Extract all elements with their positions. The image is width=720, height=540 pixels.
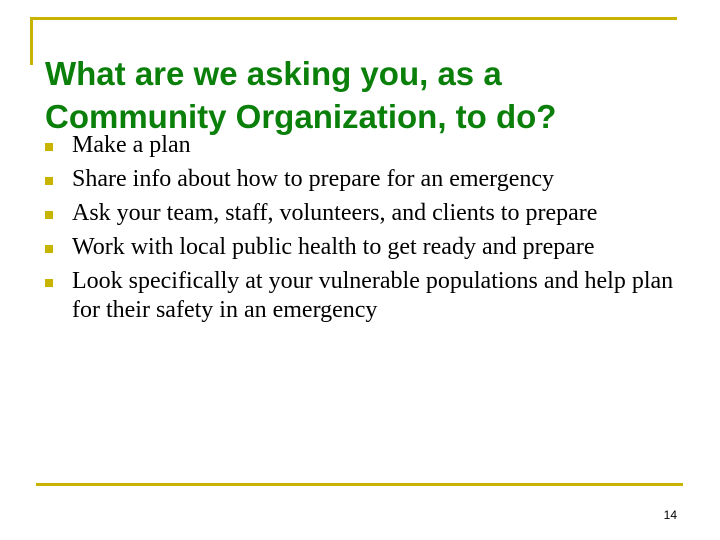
page-number: 14 bbox=[663, 508, 677, 522]
bullet-text: Work with local public health to get ready and prepare bbox=[72, 234, 595, 260]
bullet-text: Share info about how to prepare for an emergency bbox=[72, 166, 555, 192]
square-bullet-icon bbox=[45, 245, 53, 253]
title-line-2: Community Organization, to do? bbox=[45, 98, 557, 136]
bullet-item bbox=[44, 131, 684, 160]
bullet-item bbox=[44, 199, 684, 228]
square-bullet-icon bbox=[45, 177, 53, 185]
frame-left-rule bbox=[30, 17, 33, 65]
bullet-text: Make a plan bbox=[72, 132, 191, 158]
bullet-item bbox=[44, 233, 684, 262]
bullet-item bbox=[44, 267, 684, 325]
slide-title bbox=[45, 52, 695, 138]
frame-top-rule bbox=[30, 17, 677, 20]
frame-bottom-rule bbox=[36, 483, 683, 486]
bullet-text: Ask your team, staff, volunteers, and clients to prepare bbox=[72, 200, 598, 226]
title-line-1: What are we asking you, as a bbox=[45, 55, 502, 93]
bullet-list bbox=[44, 131, 684, 330]
square-bullet-icon bbox=[45, 279, 53, 287]
square-bullet-icon bbox=[45, 211, 53, 219]
bullet-text: Look specifically at your vulnerable populations and help plan for their safety in an emergency bbox=[72, 268, 674, 323]
bullet-item bbox=[44, 165, 684, 194]
square-bullet-icon bbox=[45, 143, 53, 151]
